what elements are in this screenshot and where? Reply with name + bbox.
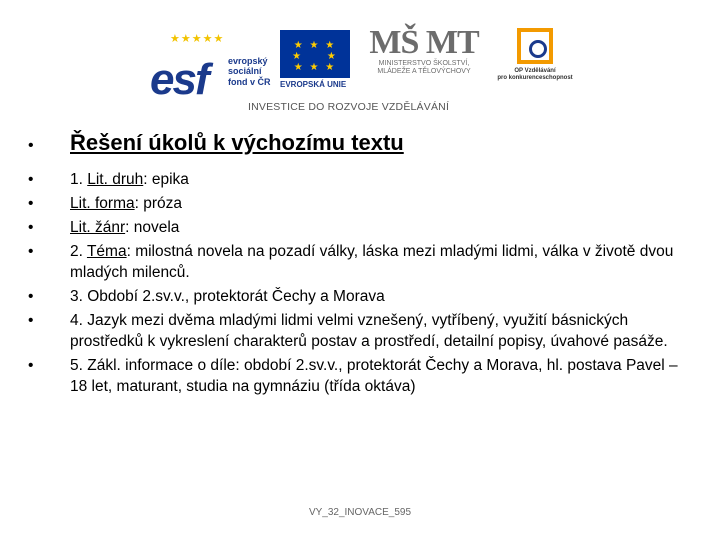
msmt-mark: MŠ MT (369, 24, 479, 61)
msmt-line: MINISTERSTVO ŠKOLSTVÍ, (378, 60, 470, 67)
list-item (28, 217, 696, 238)
op-logo (495, 28, 575, 106)
item-term: Téma (86, 243, 127, 260)
msmt-line: MLÁDEŽE A TĚLOVÝCHOVY (377, 68, 471, 76)
esf-logo (150, 30, 270, 110)
list-item (28, 286, 696, 307)
eu-flag-icon: ★ ★ ★ ★ ★ ★ ★ ★ (280, 30, 350, 78)
bullet-icon: • (28, 357, 34, 374)
logo-banner (145, 24, 575, 116)
list-item (28, 310, 696, 352)
bullet-icon: • (28, 312, 34, 329)
answer-list (28, 169, 696, 397)
op-line: pro konkurenceschopnost (497, 75, 573, 82)
eu-label: EVROPSKÁ UNIE (280, 80, 347, 89)
investice-slogan: INVESTICE DO ROZVOJE VZDĚLÁVÁNÍ (248, 101, 450, 113)
slide-title: Řešení úkolů k výchozímu textu (70, 130, 404, 155)
item-text: 5. Zákl. informace o díle: období 2.sv.v., protektorát Čechy a Morava, hl. postava Pavel – 18 let, maturant, studia na gymnáziu (třída oktáva) (70, 357, 678, 395)
bullet-icon: • (28, 243, 34, 260)
esf-text (228, 56, 288, 87)
slide-content (28, 132, 696, 400)
bullet-icon: • (28, 195, 34, 212)
op-vk-icon (517, 28, 553, 64)
list-item (28, 169, 696, 190)
bullet-icon: • (28, 137, 34, 154)
bullet-icon: • (28, 171, 34, 188)
item-prefix: 1. (70, 171, 88, 188)
item-term: Lit. žánr (70, 219, 126, 236)
esf-line: fond v ČR (228, 76, 271, 87)
bullet-icon: • (28, 219, 34, 236)
list-item (28, 193, 696, 214)
list-item (28, 241, 696, 283)
esf-line: sociální (228, 66, 262, 77)
item-text: : milostná novela na pozadí války, láska mezi mladými lidmi, válka v životě dvou mladých milenců. (70, 243, 674, 281)
footer-code: VY_32_INOVACE_595 (308, 507, 412, 518)
msmt-logo (359, 26, 489, 106)
item-prefix: 2. (70, 243, 87, 260)
esf-stars-icon: ★★★★★ (170, 33, 225, 45)
bullet-icon: • (28, 288, 34, 305)
list-item (28, 355, 696, 397)
item-text: : epika (143, 171, 189, 188)
esf-line: evropský (228, 56, 268, 66)
title-row (28, 132, 696, 155)
item-term: Lit. druh (87, 171, 144, 188)
item-text: : próza (134, 195, 182, 212)
item-text: 4. Jazyk mezi dvěma mladými lidmi velmi vznešený, vytříbený, využití básnických prostředků k vykreslení charakterů postav a prostředí, detailní popisy, úvahové pasáže. (70, 312, 668, 350)
item-text: 3. Období 2.sv.v., protektorát Čechy a Morava (70, 288, 385, 305)
item-text: : novela (125, 219, 180, 236)
op-line: OP Vzdělávání (514, 68, 556, 74)
item-term: Lit. forma (70, 195, 135, 212)
esf-mark: esf (150, 55, 208, 104)
eu-logo (280, 30, 352, 102)
